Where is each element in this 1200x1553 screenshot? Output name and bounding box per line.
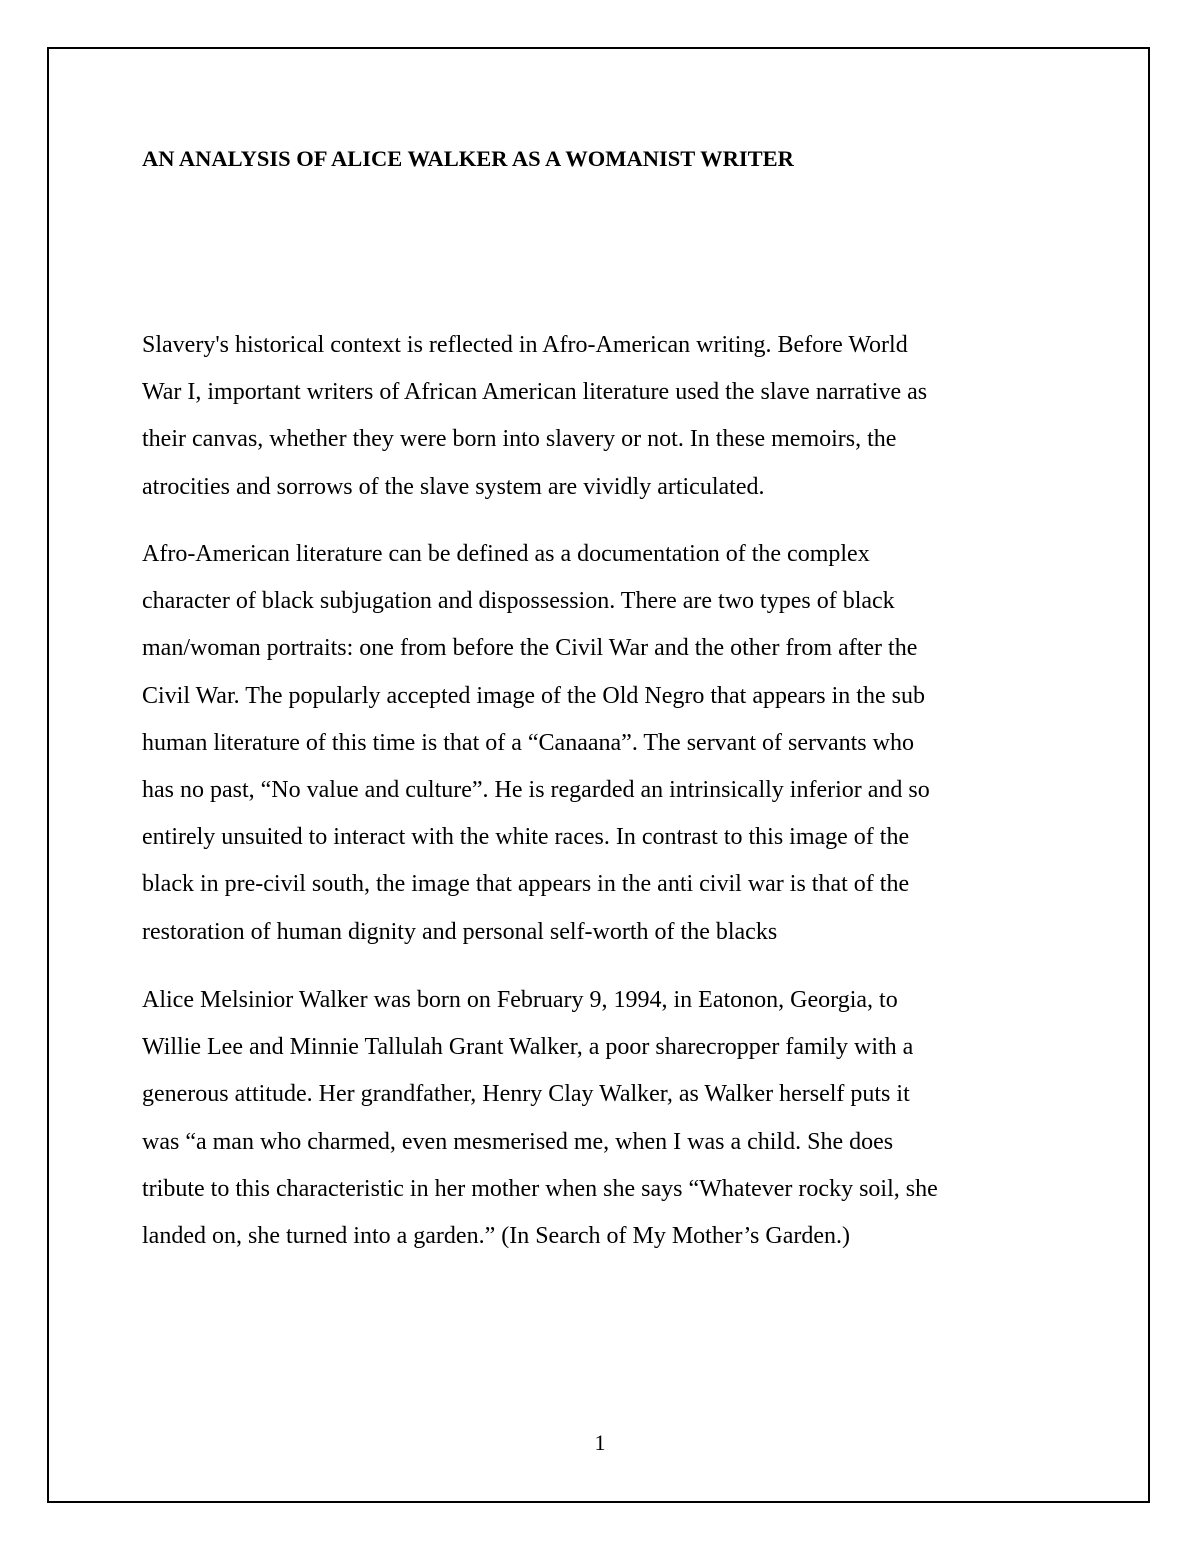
paragraph-line: tribute to this characteristic in her mother when she says “Whatever rocky soil, she — [142, 1175, 938, 1202]
paragraph-line: human literature of this time is that of a “Canaana”. The servant of servants who — [142, 729, 914, 756]
page-number: 1 — [594, 1430, 606, 1455]
paragraph-line: generous attitude. Her grandfather, Henry Clay Walker, as Walker herself puts it — [142, 1081, 910, 1108]
paragraph-line: entirely unsuited to interact with the white races. In contrast to this image of the — [142, 824, 910, 851]
paragraph-1 — [142, 322, 1072, 511]
paragraph-line: black in pre-civil south, the image that appears in the anti civil war is that of the — [142, 871, 910, 898]
paragraph-line: Alice Melsinior Walker was born on February 9, 1994, in Eatonon, Georgia, to — [142, 987, 898, 1013]
paragraph-line: Slavery's historical context is reflected in Afro-American writing. Before World — [142, 332, 908, 358]
document-title: AN ANALYSIS OF ALICE WALKER AS A WOMANIST WRITER — [142, 146, 794, 171]
paragraph-2 — [142, 531, 1072, 956]
paragraph-line: restoration of human dignity and personal self-worth of the blacks — [142, 918, 778, 945]
paragraph-line: Afro-American literature can be defined as a documentation of the complex — [142, 541, 870, 567]
paragraph-line: was “a man who charmed, even mesmerised me, when I was a child. She does — [142, 1128, 894, 1155]
paragraph-line: Willie Lee and Minnie Tallulah Grant Walker, a poor sharecropper family with a — [142, 1034, 914, 1061]
paragraph-line: has no past, “No value and culture”. He is regarded an intrinsically inferior and so — [142, 777, 930, 804]
paragraph-line: man/woman portraits: one from before the Civil War and the other from after the — [142, 635, 918, 662]
paragraph-line: character of black subjugation and dispossession. There are two types of black — [142, 588, 895, 615]
paragraph-line: Civil War. The popularly accepted image of the Old Negro that appears in the sub — [142, 682, 925, 709]
paragraph-line: their canvas, whether they were born into slavery or not. In these memoirs, the — [142, 426, 897, 453]
paragraph-3 — [142, 977, 1072, 1260]
paragraph-line: atrocities and sorrows of the slave system are vividly articulated. — [142, 473, 765, 500]
paragraph-line: War I, important writers of African American literature used the slave narrative as — [142, 379, 928, 406]
paragraph-line: landed on, she turned into a garden.” (In Search of My Mother’s Garden.) — [142, 1223, 850, 1250]
